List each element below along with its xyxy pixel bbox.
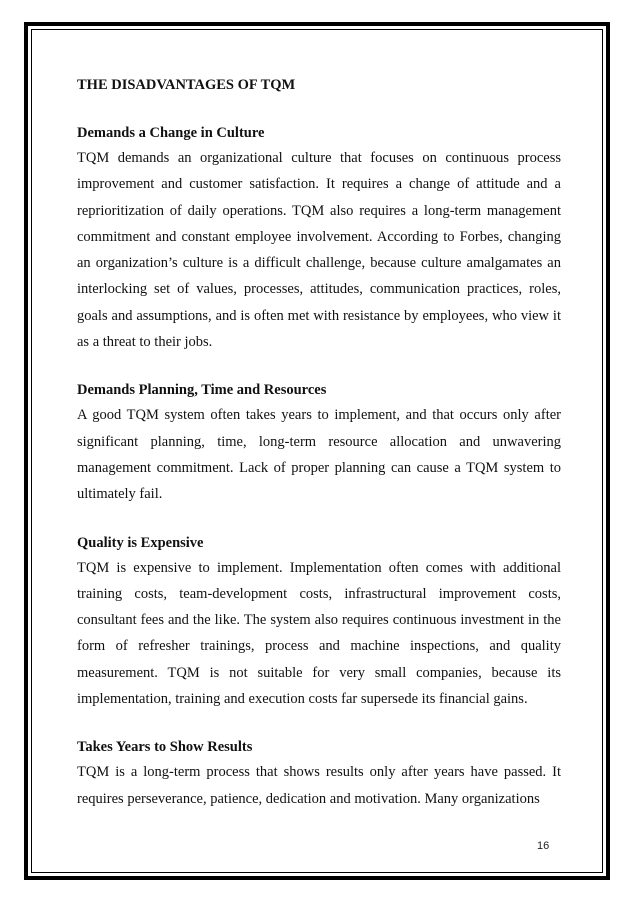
section-results bbox=[77, 735, 561, 812]
section-paragraph: TQM is expensive to implement. Implementation often comes with additional training costs, team-development costs, infrastructural improvement costs, consultant fees and the like. The system also requires continuous investment in the form of refresher trainings, process and machine inspections, and quality measurement. TQM is not suitable for very small companies, because its implementation, training and execution costs far supersede its financial gains. bbox=[77, 559, 561, 708]
page-number: 16 bbox=[537, 840, 550, 852]
section-heading: Demands a Change in Culture bbox=[77, 125, 265, 141]
section-paragraph: TQM is a long-term process that shows results only after years have passed. It requires perseverance, patience, dedication and motivation. Many organizations bbox=[77, 764, 561, 807]
document-title: THE DISADVANTAGES OF TQM bbox=[77, 77, 296, 93]
section-planning bbox=[77, 378, 561, 507]
section-heading: Quality is Expensive bbox=[77, 534, 204, 551]
section-heading: Demands Planning, Time and Resources bbox=[77, 382, 327, 399]
page-content bbox=[77, 73, 561, 835]
section-culture bbox=[77, 121, 561, 355]
section-expense bbox=[77, 531, 561, 713]
section-heading: Takes Years to Show Results bbox=[77, 739, 253, 756]
section-paragraph: TQM demands an organizational culture that focuses on continuous process improvement and customer satisfaction. It requires a change of attitude and a reprioritization of daily operations. TQM also requires a long-term management commitment and constant employee involvement. According to Forbes, changing an organization’s culture is a difficult challenge, because culture amalgamates an interlocking set of values, processes, attitudes, communication practices, roles, goals and assumptions, and is often met with resistance by employees, who view it as a threat to their jobs. bbox=[77, 150, 561, 351]
section-paragraph: A good TQM system often takes years to implement, and that occurs only after significant planning, time, long-term resource allocation and unwavering management commitment. Lack of proper planning can cause a TQM system to ultimately fail. bbox=[77, 407, 561, 503]
